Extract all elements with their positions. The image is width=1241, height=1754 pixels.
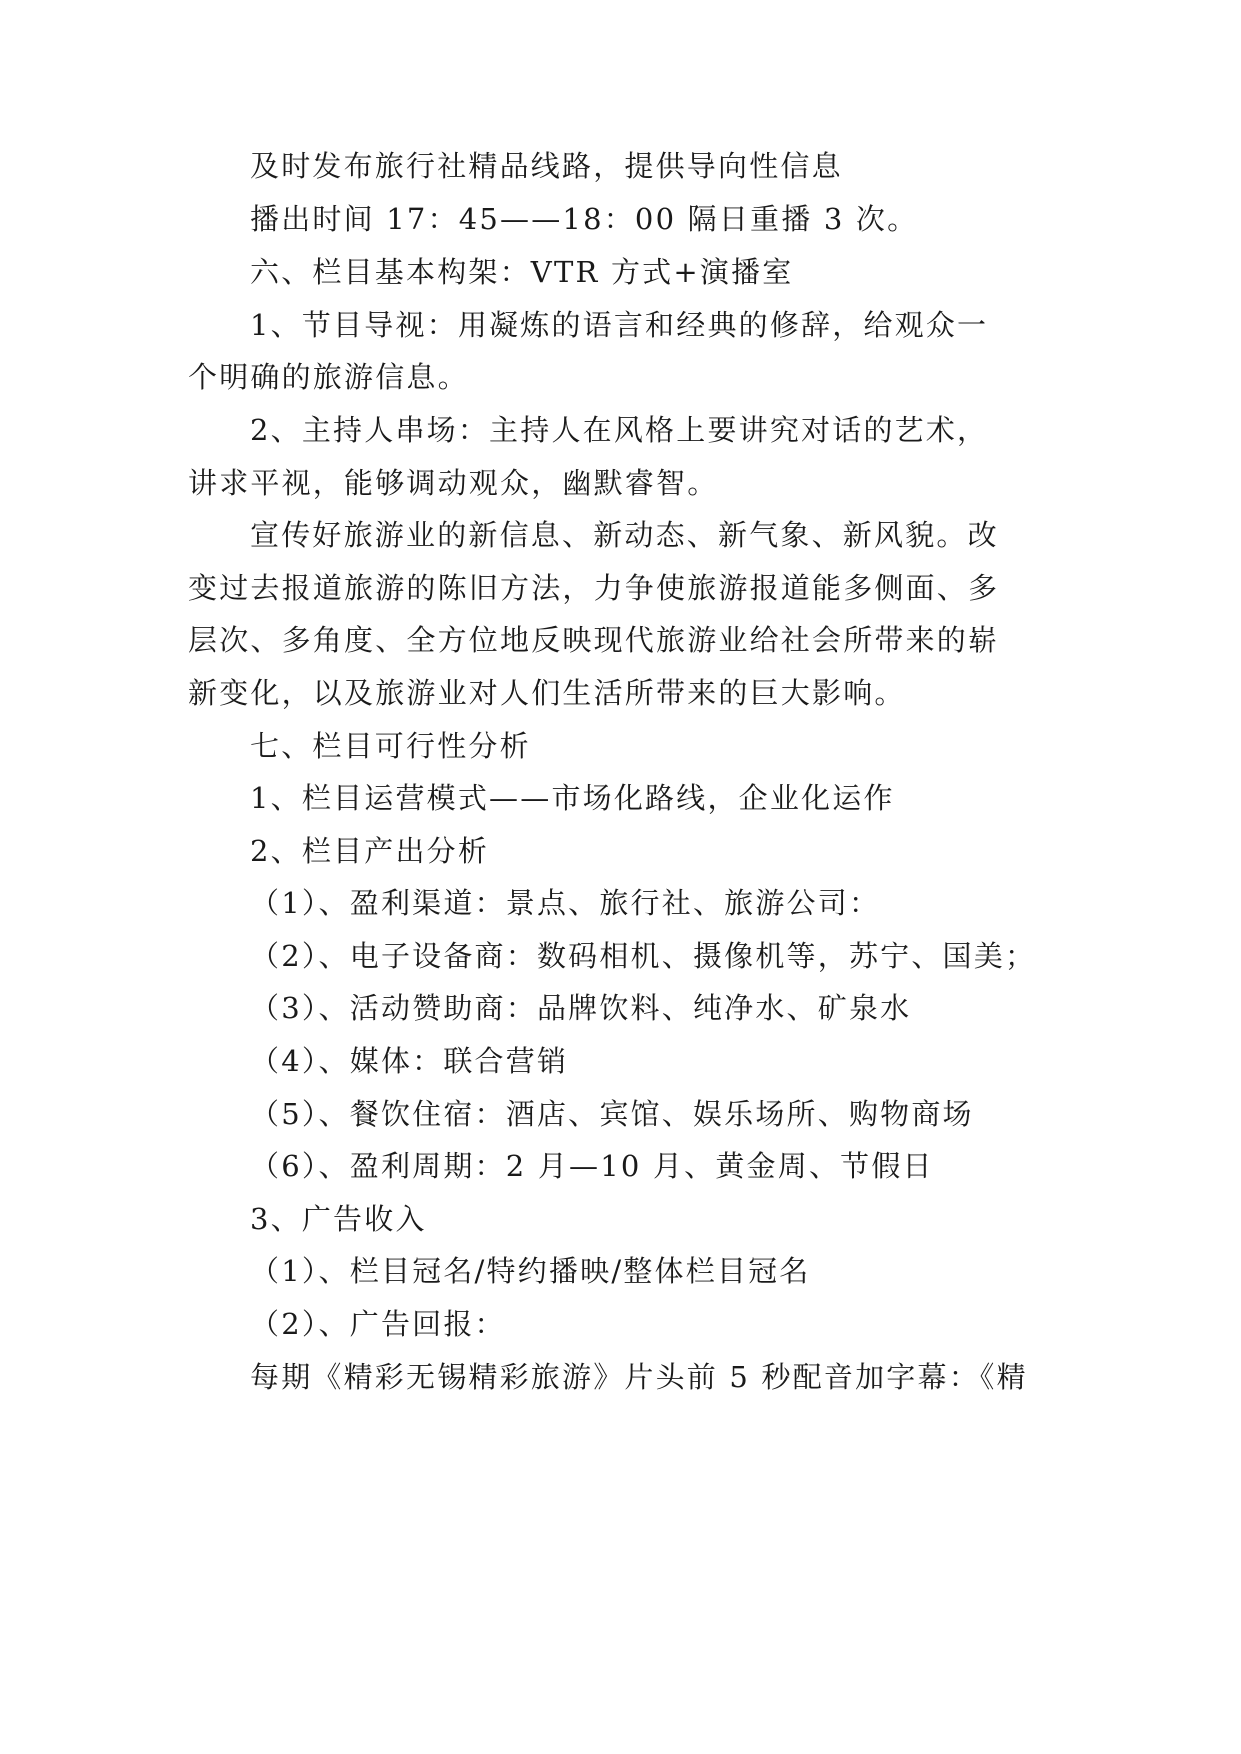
paragraph-line: 个明确的旅游信息。 bbox=[188, 360, 469, 394]
paragraph-line: 2、栏目产出分析 bbox=[250, 834, 490, 868]
paragraph-line: 讲求平视，能够调动观众，幽默睿智。 bbox=[188, 466, 719, 500]
paragraph-line: 1、栏目运营模式——市场化路线，企业化运作 bbox=[250, 781, 895, 815]
list-item: （1）、盈利渠道：景点、旅行社、旅游公司： bbox=[250, 886, 881, 920]
list-item: （6）、盈利周期：2 月—10 月、黄金周、节假日 bbox=[250, 1149, 934, 1183]
paragraph-line: 每期《精彩无锡精彩旅游》片头前 5 秒配音加字幕：《精 bbox=[250, 1360, 1028, 1394]
paragraph-line: 播出时间 17：45——18：00 隔日重播 3 次。 bbox=[250, 202, 919, 236]
section-heading: 六、栏目基本构架：VTR 方式+演播室 bbox=[250, 255, 794, 289]
list-item: （2）、电子设备商：数码相机、摄像机等，苏宁、国美； bbox=[250, 939, 1037, 973]
paragraph-line: 2、主持人串场：主持人在风格上要讲究对话的艺术， bbox=[250, 413, 989, 447]
paragraph-line: 层次、多角度、全方位地反映现代旅游业给社会所带来的崭 bbox=[188, 623, 1000, 657]
paragraph-line: 3、广告收入 bbox=[250, 1202, 427, 1236]
paragraph-line: 1、节目导视：用凝炼的语言和经典的修辞，给观众一 bbox=[250, 308, 989, 342]
paragraph-line: 新变化，以及旅游业对人们生活所带来的巨大影响。 bbox=[188, 676, 906, 710]
list-item: （2）、广告回报： bbox=[250, 1307, 506, 1341]
paragraph-line: 及时发布旅行社精品线路，提供导向性信息 bbox=[250, 149, 843, 183]
list-item: （5）、餐饮住宿：酒店、宾馆、娱乐场所、购物商场 bbox=[250, 1097, 974, 1131]
section-heading: 七、栏目可行性分析 bbox=[250, 729, 531, 763]
list-item: （4）、媒体：联合营销 bbox=[250, 1044, 569, 1078]
list-item: （3）、活动赞助商：品牌饮料、纯净水、矿泉水 bbox=[250, 991, 912, 1025]
paragraph-line: 变过去报道旅游的陈旧方法，力争使旅游报道能多侧面、多 bbox=[188, 571, 1000, 605]
paragraph-line: 宣传好旅游业的新信息、新动态、新气象、新风貌。改 bbox=[250, 518, 999, 552]
list-item: （1）、栏目冠名/特约播映/整体栏目冠名 bbox=[250, 1254, 811, 1288]
